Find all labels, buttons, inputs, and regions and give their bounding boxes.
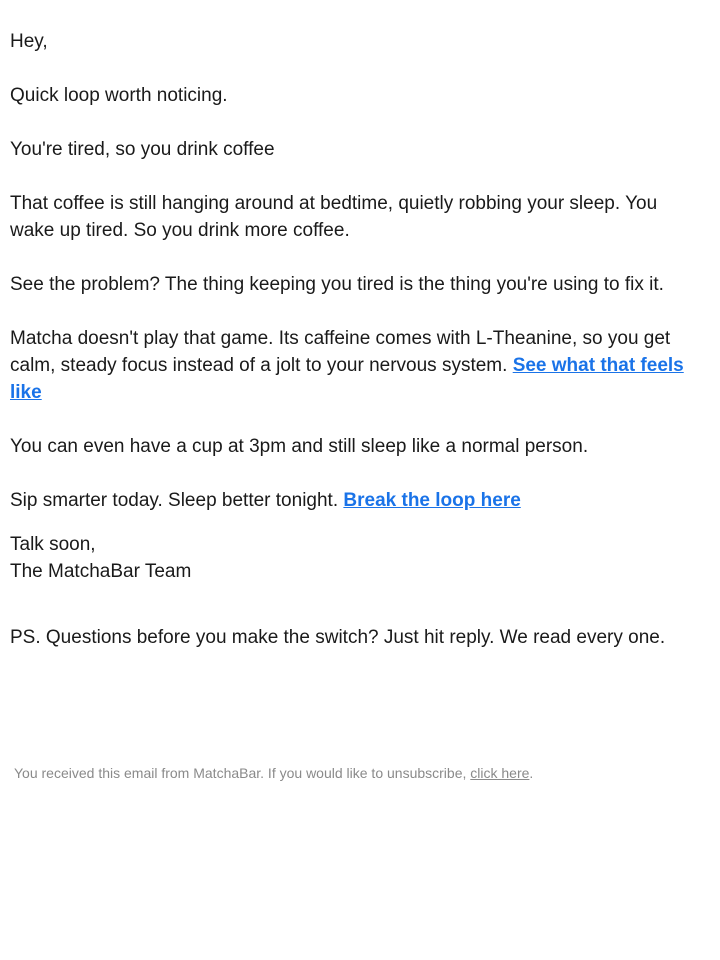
footer-text: You received this email from MatchaBar. If you would like to unsubscribe, (14, 765, 471, 781)
coffee-paragraph: That coffee is still hanging around at bedtime, quietly robbing your sleep. You wake up tired. So you drink more coffee. (10, 193, 658, 241)
see-what-that-feels-like-link[interactable]: See what that feels like (10, 355, 684, 403)
unsubscribe-link[interactable]: click here (470, 765, 530, 781)
ps-paragraph: PS. Questions before you make the switch? Just hit reply. We read every one. (10, 627, 666, 648)
email-body (10, 28, 700, 678)
intro-line: Quick loop worth noticing. (10, 85, 228, 106)
break-the-loop-link[interactable]: Break the loop here (343, 490, 521, 511)
matcha-paragraph-text: Matcha doesn't play that game. Its caffeine comes with L-Theanine, so you get calm, steady focus instead of a jolt to your nervous system. (10, 328, 671, 376)
footer-suffix: . (529, 765, 534, 781)
problem-paragraph: See the problem? The thing keeping you tired is the thing you're using to fix it. (10, 274, 664, 295)
matcha-paragraph (10, 325, 700, 406)
signature-block (10, 531, 700, 585)
signoff: Talk soon, (10, 534, 96, 555)
cta-paragraph (10, 487, 700, 514)
tired-line: You're tired, so you drink coffee (10, 139, 275, 160)
signature: The MatchaBar Team (10, 561, 192, 582)
greeting: Hey, (10, 31, 48, 52)
afternoon-paragraph: You can even have a cup at 3pm and still sleep like a normal person. (10, 436, 589, 457)
unsubscribe-footer (14, 763, 533, 783)
cta-paragraph-text: Sip smarter today. Sleep better tonight. (10, 490, 344, 511)
